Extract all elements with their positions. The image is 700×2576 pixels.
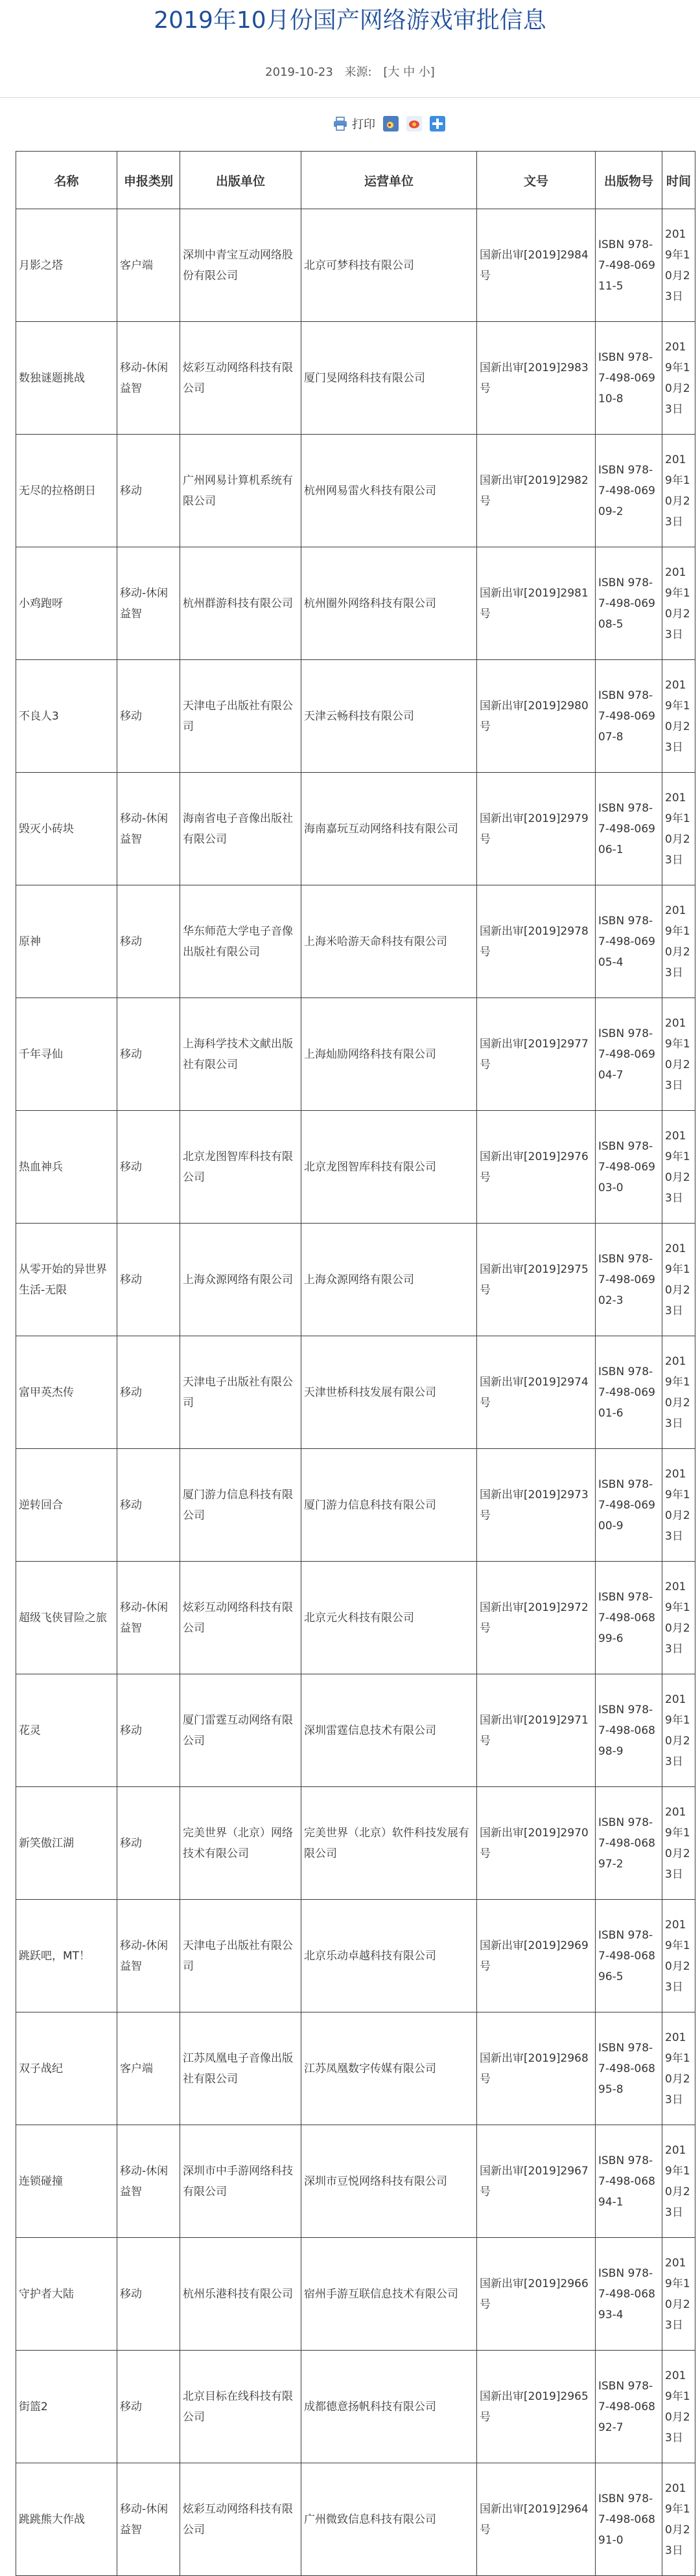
approval-number-cell: 国新出审[2019]2970号 (477, 1787, 596, 1900)
publisher-cell: 深圳市中手游网络科技有限公司 (180, 2125, 301, 2238)
publisher-cell: 北京龙图智库科技有限公司 (180, 1111, 301, 1224)
game-name-cell: 富甲英杰传 (16, 1336, 117, 1449)
table-body (16, 209, 695, 2576)
time-cell: 2019年10月23日 (662, 547, 695, 660)
category-cell: 移动 (117, 435, 180, 547)
time-cell: 2019年10月23日 (662, 1900, 695, 2012)
time-cell: 2019年10月23日 (662, 1674, 695, 1787)
game-name-cell: 跳跳熊大作战 (16, 2463, 117, 2576)
isbn-cell: ISBN 978-7-498-06900-9 (596, 1449, 662, 1562)
publish-date: 2019-10-23 (265, 65, 333, 79)
font-size-switch[interactable]: [大 中 小] (383, 65, 435, 79)
operator-cell: 成都德意扬帆科技有限公司 (301, 2351, 477, 2463)
publisher-cell: 天津电子出版社有限公司 (180, 1900, 301, 2012)
table-row (16, 1449, 695, 1562)
game-name-cell: 花灵 (16, 1674, 117, 1787)
operator-cell: 北京乐动卓越科技有限公司 (301, 1900, 477, 2012)
time-cell: 2019年10月23日 (662, 2463, 695, 2576)
table-row (16, 2012, 695, 2125)
publisher-cell: 炫彩互动网络科技有限公司 (180, 322, 301, 435)
article-meta (0, 61, 700, 84)
category-cell: 移动-休闲益智 (117, 547, 180, 660)
time-cell: 2019年10月23日 (662, 1336, 695, 1449)
game-name-cell: 原神 (16, 885, 117, 998)
category-cell: 移动 (117, 1449, 180, 1562)
isbn-cell: ISBN 978-7-498-06896-5 (596, 1900, 662, 2012)
category-cell: 移动-休闲益智 (117, 2463, 180, 2576)
category-cell: 移动 (117, 1336, 180, 1449)
approval-number-cell: 国新出审[2019]2978号 (477, 885, 596, 998)
table-row (16, 1562, 695, 1674)
time-cell: 2019年10月23日 (662, 1562, 695, 1674)
publisher-cell: 深圳中青宝互动网络股份有限公司 (180, 209, 301, 322)
time-cell: 2019年10月23日 (662, 1111, 695, 1224)
approval-number-cell: 国新出审[2019]2984号 (477, 209, 596, 322)
game-approval-table (16, 151, 695, 2576)
isbn-cell: ISBN 978-7-498-06904-7 (596, 998, 662, 1111)
category-cell: 移动 (117, 2238, 180, 2351)
isbn-cell: ISBN 978-7-498-06897-2 (596, 1787, 662, 1900)
publisher-cell: 广州网易计算机系统有限公司 (180, 435, 301, 547)
time-cell: 2019年10月23日 (662, 2125, 695, 2238)
time-cell: 2019年10月23日 (662, 660, 695, 773)
isbn-cell: ISBN 978-7-498-06903-0 (596, 1111, 662, 1224)
game-name-cell: 街篮2 (16, 2351, 117, 2463)
print-button[interactable] (332, 115, 375, 132)
time-cell: 2019年10月23日 (662, 2238, 695, 2351)
column-header-name: 名称 (16, 152, 117, 209)
game-name-cell: 数独谜题挑战 (16, 322, 117, 435)
isbn-cell: ISBN 978-7-498-06899-6 (596, 1562, 662, 1674)
table-row (16, 1111, 695, 1224)
approval-number-cell: 国新出审[2019]2974号 (477, 1336, 596, 1449)
isbn-cell: ISBN 978-7-498-06892-7 (596, 2351, 662, 2463)
approval-number-cell: 国新出审[2019]2983号 (477, 322, 596, 435)
operator-cell: 上海米哈游天命科技有限公司 (301, 885, 477, 998)
publisher-cell: 北京目标在线科技有限公司 (180, 2351, 301, 2463)
isbn-cell: ISBN 978-7-498-06908-5 (596, 547, 662, 660)
operator-cell: 杭州网易雷火科技有限公司 (301, 435, 477, 547)
publisher-cell: 炫彩互动网络科技有限公司 (180, 1562, 301, 1674)
publisher-cell: 江苏凤凰电子音像出版社有限公司 (180, 2012, 301, 2125)
operator-cell: 上海众源网络有限公司 (301, 1224, 477, 1336)
sina-weibo-share-icon[interactable] (383, 116, 399, 131)
approval-number-cell: 国新出审[2019]2964号 (477, 2463, 596, 2576)
approval-number-cell: 国新出审[2019]2977号 (477, 998, 596, 1111)
operator-cell: 深圳雷霆信息技术有限公司 (301, 1674, 477, 1787)
publisher-cell: 厦门雷霆互动网络有限公司 (180, 1674, 301, 1787)
table-row (16, 547, 695, 660)
publisher-cell: 上海众源网络有限公司 (180, 1224, 301, 1336)
category-cell: 移动 (117, 1787, 180, 1900)
game-name-cell: 热血神兵 (16, 1111, 117, 1224)
operator-cell: 北京可梦科技有限公司 (301, 209, 477, 322)
add-share-icon[interactable] (430, 116, 445, 131)
column-header-time: 时间 (662, 152, 695, 209)
category-cell: 移动-休闲益智 (117, 773, 180, 885)
category-cell: 移动 (117, 998, 180, 1111)
approval-number-cell: 国新出审[2019]2971号 (477, 1674, 596, 1787)
approval-number-cell: 国新出审[2019]2982号 (477, 435, 596, 547)
category-cell: 移动 (117, 1111, 180, 1224)
game-name-cell: 超级飞侠冒险之旅 (16, 1562, 117, 1674)
operator-cell: 厦门游力信息科技有限公司 (301, 1449, 477, 1562)
operator-cell: 海南嘉玩互动网络科技有限公司 (301, 773, 477, 885)
time-cell: 2019年10月23日 (662, 1224, 695, 1336)
game-name-cell: 月影之塔 (16, 209, 117, 322)
operator-cell: 天津云畅科技有限公司 (301, 660, 477, 773)
time-cell: 2019年10月23日 (662, 2351, 695, 2463)
approval-number-cell: 国新出审[2019]2969号 (477, 1900, 596, 2012)
social-share-icon[interactable] (406, 116, 422, 131)
game-name-cell: 不良人3 (16, 660, 117, 773)
isbn-cell: ISBN 978-7-498-06906-1 (596, 773, 662, 885)
game-name-cell: 毁灭小砖块 (16, 773, 117, 885)
time-cell: 2019年10月23日 (662, 322, 695, 435)
table-row (16, 773, 695, 885)
table-header-row (16, 152, 695, 209)
game-name-cell: 双子战纪 (16, 2012, 117, 2125)
approval-number-cell: 国新出审[2019]2980号 (477, 660, 596, 773)
game-name-cell: 连锁碰撞 (16, 2125, 117, 2238)
column-header-approval-number: 文号 (477, 152, 596, 209)
table-row (16, 1336, 695, 1449)
game-name-cell: 小鸡跑呀 (16, 547, 117, 660)
table-row (16, 1900, 695, 2012)
operator-cell: 北京龙图智库科技有限公司 (301, 1111, 477, 1224)
game-name-cell: 从零开始的异世界生活-无限 (16, 1224, 117, 1336)
isbn-cell: ISBN 978-7-498-06905-4 (596, 885, 662, 998)
approval-number-cell: 国新出审[2019]2976号 (477, 1111, 596, 1224)
publisher-cell: 天津电子出版社有限公司 (180, 1336, 301, 1449)
table-row (16, 2125, 695, 2238)
print-label: 打印 (352, 118, 375, 131)
approval-number-cell: 国新出审[2019]2973号 (477, 1449, 596, 1562)
category-cell: 移动 (117, 660, 180, 773)
category-cell: 客户端 (117, 2012, 180, 2125)
approval-number-cell: 国新出审[2019]2966号 (477, 2238, 596, 2351)
table-row (16, 209, 695, 322)
approval-number-cell: 国新出审[2019]2972号 (477, 1562, 596, 1674)
game-name-cell: 跳跃吧，MT！ (16, 1900, 117, 2012)
time-cell: 2019年10月23日 (662, 209, 695, 322)
table-row (16, 998, 695, 1111)
isbn-cell: ISBN 978-7-498-06893-4 (596, 2238, 662, 2351)
operator-cell: 深圳市豆悦网络科技有限公司 (301, 2125, 477, 2238)
game-name-cell: 千年寻仙 (16, 998, 117, 1111)
operator-cell: 北京元火科技有限公司 (301, 1562, 477, 1674)
isbn-cell: ISBN 978-7-498-06907-8 (596, 660, 662, 773)
publisher-cell: 杭州群游科技有限公司 (180, 547, 301, 660)
table-row (16, 885, 695, 998)
time-cell: 2019年10月23日 (662, 435, 695, 547)
category-cell: 移动 (117, 1224, 180, 1336)
category-cell: 移动-休闲益智 (117, 322, 180, 435)
approval-number-cell: 国新出审[2019]2975号 (477, 1224, 596, 1336)
header-divider (0, 97, 700, 98)
operator-cell: 广州微致信息科技有限公司 (301, 2463, 477, 2576)
approval-number-cell: 国新出审[2019]2967号 (477, 2125, 596, 2238)
table-row (16, 1674, 695, 1787)
operator-cell: 宿州手游互联信息技术有限公司 (301, 2238, 477, 2351)
isbn-cell: ISBN 978-7-498-06910-8 (596, 322, 662, 435)
table-row (16, 2238, 695, 2351)
page-title: 2019年10月份国产网络游戏审批信息 (154, 7, 546, 34)
isbn-cell: ISBN 978-7-498-06901-6 (596, 1336, 662, 1449)
category-cell: 移动 (117, 1674, 180, 1787)
table-row (16, 435, 695, 547)
time-cell: 2019年10月23日 (662, 1787, 695, 1900)
column-header-operator: 运营单位 (301, 152, 477, 209)
time-cell: 2019年10月23日 (662, 773, 695, 885)
table-row (16, 1224, 695, 1336)
category-cell: 客户端 (117, 209, 180, 322)
category-cell: 移动-休闲益智 (117, 1900, 180, 2012)
table-row (16, 1787, 695, 1900)
operator-cell: 完美世界（北京）软件科技发展有限公司 (301, 1787, 477, 1900)
game-name-cell: 逆转回合 (16, 1449, 117, 1562)
column-header-category: 申报类别 (117, 152, 180, 209)
category-cell: 移动 (117, 2351, 180, 2463)
operator-cell: 厦门旻网络科技有限公司 (301, 322, 477, 435)
publisher-cell: 上海科学技术文献出版社有限公司 (180, 998, 301, 1111)
publisher-cell: 华东师范大学电子音像出版社有限公司 (180, 885, 301, 998)
table-row (16, 2463, 695, 2576)
operator-cell: 杭州圈外网络科技有限公司 (301, 547, 477, 660)
publisher-cell: 厦门游力信息科技有限公司 (180, 1449, 301, 1562)
publisher-cell: 天津电子出版社有限公司 (180, 660, 301, 773)
category-cell: 移动-休闲益智 (117, 1562, 180, 1674)
operator-cell: 上海灿励网络科技有限公司 (301, 998, 477, 1111)
source-label: 来源: (344, 65, 372, 79)
category-cell: 移动-休闲益智 (117, 2125, 180, 2238)
article-tools (78, 103, 700, 144)
isbn-cell: ISBN 978-7-498-06898-9 (596, 1674, 662, 1787)
table-row (16, 660, 695, 773)
operator-cell: 天津世桥科技发展有限公司 (301, 1336, 477, 1449)
column-header-isbn: 出版物号 (596, 152, 662, 209)
time-cell: 2019年10月23日 (662, 885, 695, 998)
publisher-cell: 杭州乐港科技有限公司 (180, 2238, 301, 2351)
table-row (16, 322, 695, 435)
table-row (16, 2351, 695, 2463)
publisher-cell: 炫彩互动网络科技有限公司 (180, 2463, 301, 2576)
time-cell: 2019年10月23日 (662, 998, 695, 1111)
publisher-cell: 完美世界（北京）网络技术有限公司 (180, 1787, 301, 1900)
isbn-cell: ISBN 978-7-498-06894-1 (596, 2125, 662, 2238)
publisher-cell: 海南省电子音像出版社有限公司 (180, 773, 301, 885)
approval-number-cell: 国新出审[2019]2968号 (477, 2012, 596, 2125)
isbn-cell: ISBN 978-7-498-06909-2 (596, 435, 662, 547)
column-header-publisher: 出版单位 (180, 152, 301, 209)
isbn-cell: ISBN 978-7-498-06902-3 (596, 1224, 662, 1336)
game-name-cell: 无尽的拉格朗日 (16, 435, 117, 547)
operator-cell: 江苏凤凰数字传媒有限公司 (301, 2012, 477, 2125)
isbn-cell: ISBN 978-7-498-06895-8 (596, 2012, 662, 2125)
time-cell: 2019年10月23日 (662, 1449, 695, 1562)
game-name-cell: 守护者大陆 (16, 2238, 117, 2351)
approval-number-cell: 国新出审[2019]2981号 (477, 547, 596, 660)
category-cell: 移动 (117, 885, 180, 998)
isbn-cell: ISBN 978-7-498-06891-0 (596, 2463, 662, 2576)
game-name-cell: 新笑傲江湖 (16, 1787, 117, 1900)
approval-number-cell: 国新出审[2019]2979号 (477, 773, 596, 885)
approval-number-cell: 国新出审[2019]2965号 (477, 2351, 596, 2463)
printer-icon (332, 116, 348, 131)
isbn-cell: ISBN 978-7-498-06911-5 (596, 209, 662, 322)
time-cell: 2019年10月23日 (662, 2012, 695, 2125)
